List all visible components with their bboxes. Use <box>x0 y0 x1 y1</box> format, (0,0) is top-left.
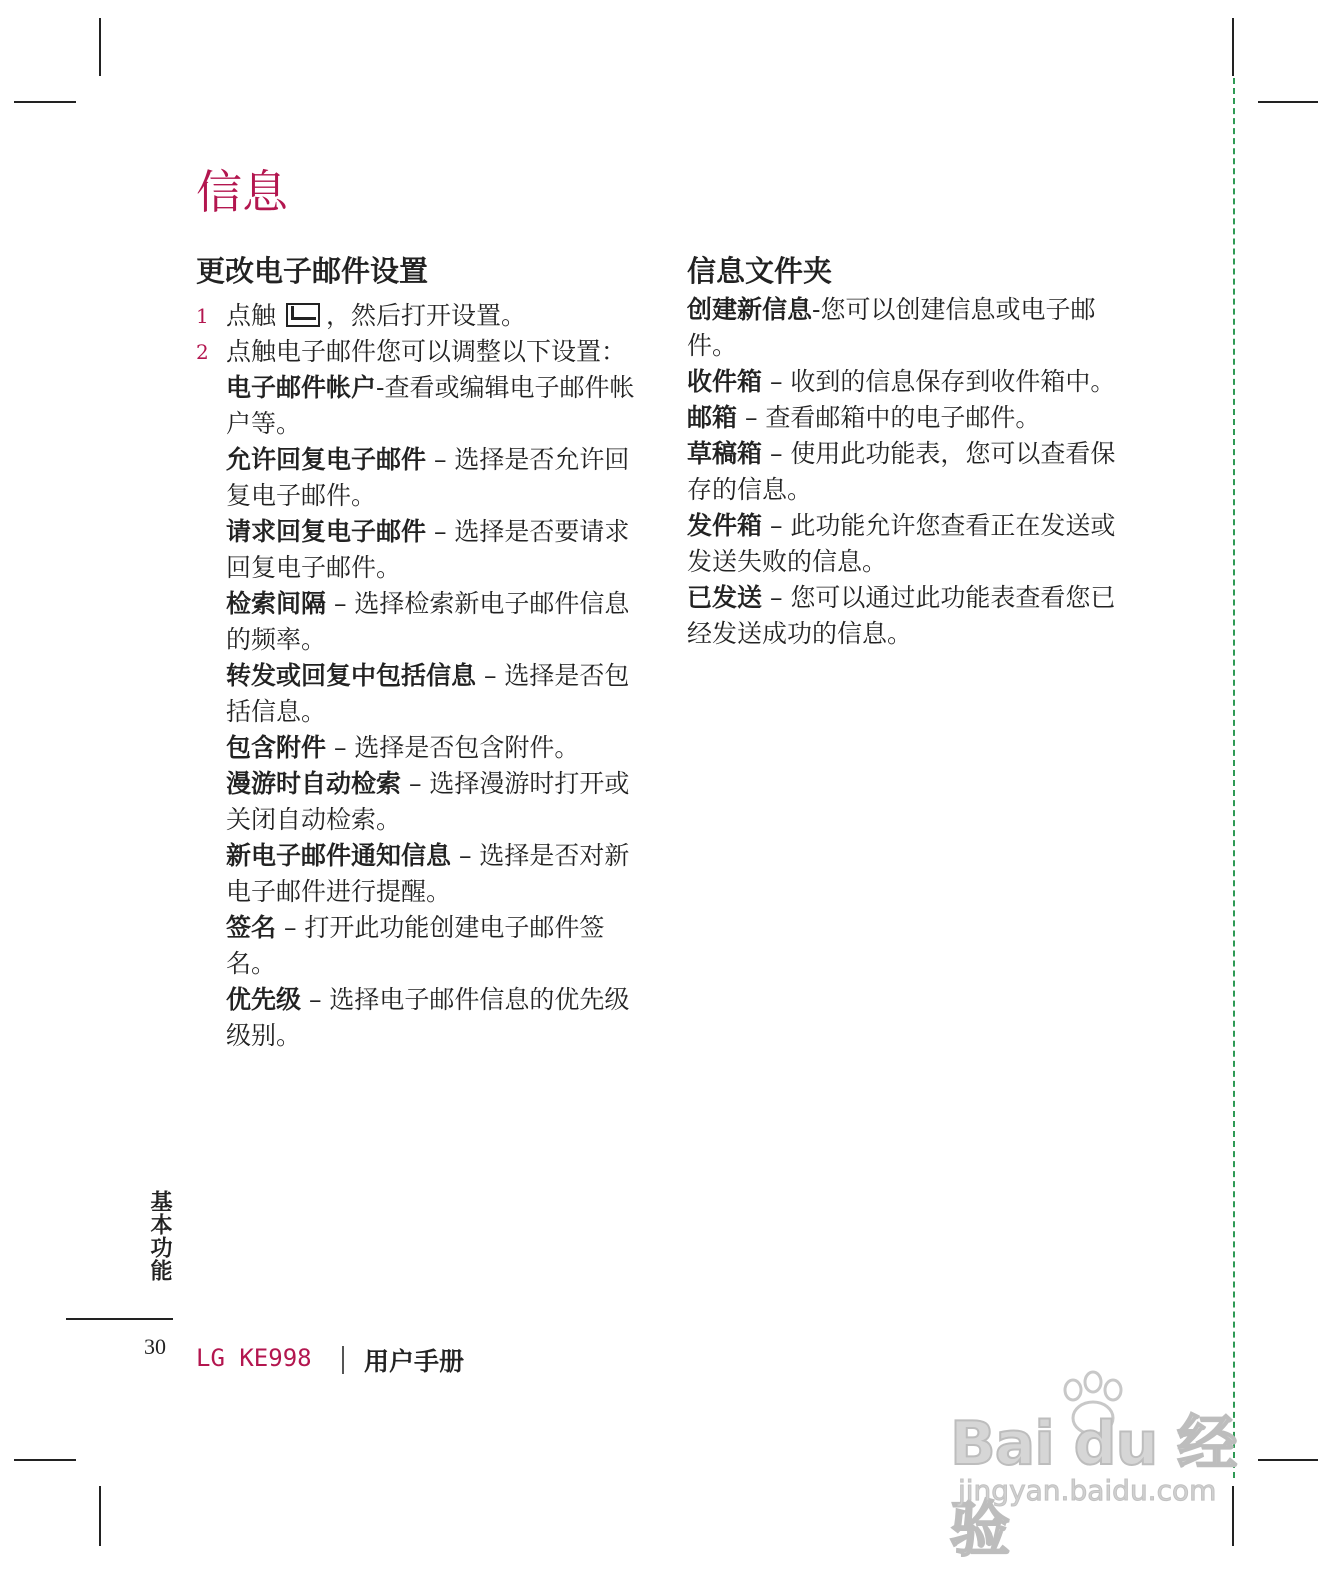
setting-item <box>226 514 636 586</box>
folder-term: 收件箱 <box>687 367 763 396</box>
folder-desc: – 此功能允许您查看正在发送或发送失败的信息。 <box>687 511 1116 576</box>
folder-item <box>687 436 1127 508</box>
folder-desc: – 收到的信息保存到收件箱中。 <box>762 367 1116 396</box>
folder-item <box>687 364 1127 400</box>
section-heading: 信息文件夹 <box>687 254 833 288</box>
fold-line <box>1233 78 1235 1478</box>
setting-desc: – 选择是否要请求回复电子邮件。 <box>226 517 630 582</box>
setting-desc: – 选择检索新电子邮件信息的频率。 <box>226 589 630 654</box>
folder-desc: – 您可以通过此功能表查看您已经发送成功的信息。 <box>687 583 1116 648</box>
page-number: 30 <box>144 1334 166 1359</box>
step-number: 1 <box>196 304 209 328</box>
setting-item <box>226 766 636 838</box>
setting-desc: – 选择电子邮件信息的优先级级别。 <box>226 985 630 1050</box>
section-heading: 更改电子邮件设置 <box>196 254 429 288</box>
crop-mark <box>14 1459 76 1461</box>
folder-term: 创建新信息 <box>687 295 813 324</box>
crop-mark <box>99 1486 101 1546</box>
crop-mark <box>14 101 76 103</box>
message-folders-section <box>687 250 1127 652</box>
footer-brand: LG KE998 <box>196 1344 312 1372</box>
setting-desc: – 选择是否对新电子邮件进行提醒。 <box>226 841 630 906</box>
setting-desc: – 选择是否包含附件。 <box>326 733 580 762</box>
setting-term: 检索间隔 <box>226 589 327 618</box>
folder-term: 草稿箱 <box>687 439 763 468</box>
footer-manual-title: 用户手册 <box>364 1347 465 1376</box>
page-title: 信息 <box>196 165 288 219</box>
step-item <box>196 298 636 334</box>
step-item <box>196 334 636 370</box>
setting-desc: – 选择是否允许回复电子邮件。 <box>226 445 630 510</box>
folder-term: 已发送 <box>687 583 763 612</box>
watermark-logo: Bai du 经验 <box>950 1409 1237 1565</box>
step-text: 点触 <box>226 301 277 330</box>
step-text: 点触电子邮件您可以调整以下设置： <box>226 337 627 366</box>
setting-desc: – 选择是否包括信息。 <box>226 661 630 726</box>
folder-item <box>687 400 1127 436</box>
setting-term: 漫游时自动检索 <box>226 769 402 798</box>
setting-desc: -查看或编辑电子邮件帐户等。 <box>226 373 635 438</box>
baidu-watermark <box>930 1370 1260 1565</box>
setting-item <box>226 838 636 910</box>
folder-term: 邮箱 <box>687 403 738 432</box>
folder-desc: -您可以创建信息或电子邮件。 <box>687 295 1096 360</box>
setting-item <box>226 982 636 1054</box>
setting-item <box>226 730 636 766</box>
setting-term: 允许回复电子邮件 <box>226 445 427 474</box>
email-settings-section <box>196 250 636 1054</box>
setting-item <box>226 586 636 658</box>
folder-item <box>687 292 1127 364</box>
folder-item <box>687 508 1127 580</box>
setting-term: 请求回复电子邮件 <box>226 517 427 546</box>
folder-term: 发件箱 <box>687 511 763 540</box>
step-text: ，然后打开设置。 <box>326 301 527 330</box>
watermark-url: jingyan.baidu.com <box>958 1474 1217 1507</box>
setting-item <box>226 442 636 514</box>
setting-item <box>226 370 636 442</box>
setting-term: 优先级 <box>226 985 302 1014</box>
setting-item <box>226 910 636 982</box>
setting-term: 转发或回复中包括信息 <box>226 661 477 690</box>
settings-list <box>196 370 636 1054</box>
crop-mark <box>1258 1459 1318 1461</box>
footer-rule <box>66 1318 173 1320</box>
step-list <box>196 298 636 370</box>
folder-desc: – 查看邮箱中的电子邮件。 <box>737 403 1041 432</box>
crop-mark <box>1258 101 1318 103</box>
setting-item <box>226 658 636 730</box>
setting-term: 新电子邮件通知信息 <box>226 841 452 870</box>
crop-mark <box>1232 18 1234 76</box>
folder-desc: – 使用此功能表，您可以查看保存的信息。 <box>687 439 1116 504</box>
envelope-icon <box>286 303 320 327</box>
step-number: 2 <box>196 340 209 364</box>
setting-term: 电子邮件帐户 <box>226 373 377 402</box>
crop-mark <box>99 18 101 76</box>
side-tab: 基本功能 <box>147 1190 172 1282</box>
folder-item <box>687 580 1127 652</box>
setting-desc: – 打开此功能创建电子邮件签名。 <box>226 913 605 978</box>
folder-list <box>687 292 1127 652</box>
footer-separator <box>342 1346 344 1374</box>
setting-desc: – 选择漫游时打开或关闭自动检索。 <box>226 769 630 834</box>
setting-term: 包含附件 <box>226 733 327 762</box>
setting-term: 签名 <box>226 913 277 942</box>
